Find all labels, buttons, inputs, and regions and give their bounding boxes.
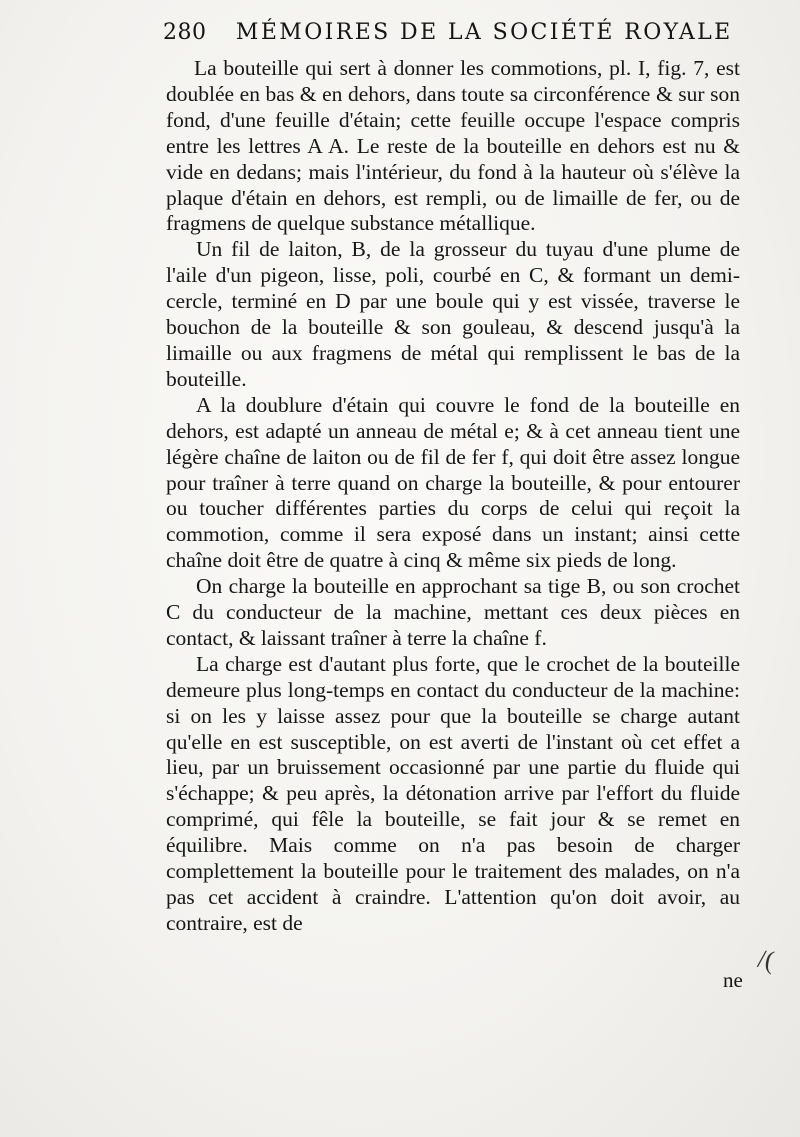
paragraph-force-charge: La charge est d'autant plus forte, que le crochet de la bouteille demeure plus long-temps en contact du conducteur de la machine: si on les y laisse assez pour que la bouteille se charge autant qu'elle en est susceptible, on est averti de l'instant où cet effet a lieu, par un bruissement occasionné par une partie du fluide qui s'échappe; & peu après, la détonation arrive par l'effort du fluide comprimé, qui fêle la bouteille, se fait jour & se remet en équilibre. Mais comme on n'a pas besoin de charger complettement la bouteille pour le traitement des malades, on n'a pas cet accident à craindre. L'attention qu'on doit avoir, au contraire, est de: [166, 651, 740, 935]
paragraph-fil-de-laiton: Un fil de laiton, B, de la grosseur du tuyau d'une plume de l'aile d'un pigeon, lisse, poli, courbé en C, & formant un demi-cercle, terminé en D par une boule qui y est vissée, traverse le bouchon de la bouteille & son gouleau, & descend jusqu'à la limaille ou aux fragmens de métal qui remplissent le bas de la bouteille.: [166, 237, 740, 391]
paragraph-doublure: A la doublure d'étain qui couvre le fond de la bouteille en dehors, est adapté un anneau de métal e; & à cet anneau tient une légère chaîne de laiton ou de fil de fer f, qui doit être assez longue pour traîner à terre quand on charge la bouteille, & pour entourer ou toucher différentes parties du corps de celui qui reçoit la commotion, comme il sera exposé dans un instant; ainsi cette chaîne doit être de quatre à cinq & même six pieds de long.: [166, 392, 740, 573]
body-text: [166, 56, 740, 937]
catchword: ne: [723, 968, 743, 992]
page-number: 280: [163, 20, 207, 45]
page-header: [163, 20, 733, 45]
paragraph-charge-bouteille: On charge la bouteille en approchant sa tige B, ou son crochet C du conducteur de la machine, mettant ces deux pièces en contact, & laissant traîner à terre la chaîne f.: [166, 574, 740, 650]
paragraph-bouteille: La bouteille qui sert à donner les commotions, pl. I, fig. 7, est doublée en bas & en dehors, dans toute sa circonférence & sur son fond, d'une feuille d'étain; cette feuille occupe l'espace compris entre les lettres A A. Le reste de la bouteille en dehors est nu & vide en dedans; mais l'intérieur, du fond à la hauteur où s'élève la plaque d'étain en dehors, est rempli, ou de limaille de fer, ou de fragmens de quelque substance métallique.: [166, 56, 740, 236]
running-title: MÉMOIRES DE LA SOCIÉTÉ ROYALE: [235, 20, 733, 45]
margin-mark: /(: [755, 943, 777, 976]
